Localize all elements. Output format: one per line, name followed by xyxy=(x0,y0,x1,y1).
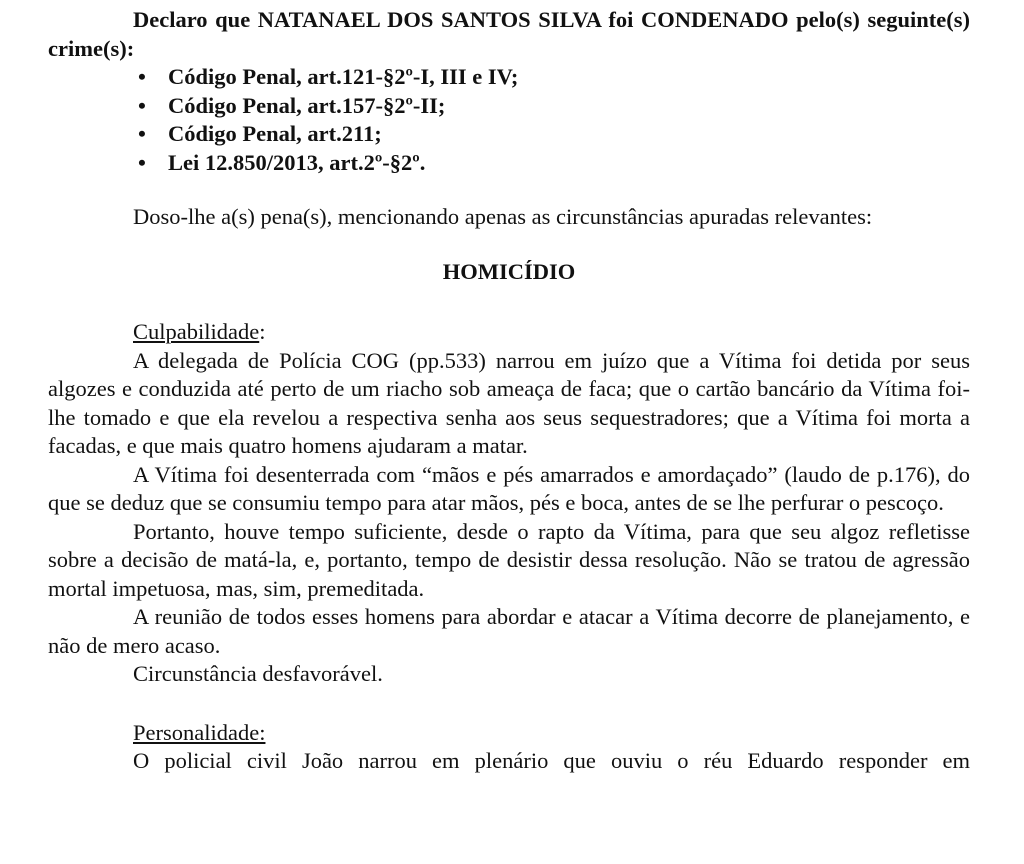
culpabilidade-paragraph: A delegada de Polícia COG (pp.533) narrou em juízo que a Vítima foi detida por seus algozes e conduzida até perto de um riacho sob ameaça de faca; que o cartão bancário da Vítima foi-lhe tomado e que ela revelou a respectiva senha aos seus sequestradores; que a Vítima foi morta a facadas, e que mais quatro homens ajudaram a matar. xyxy=(48,347,970,458)
crime-item xyxy=(48,120,970,149)
crime-item xyxy=(48,149,970,178)
bullet-icon: • xyxy=(138,121,146,146)
culpabilidade-conclusion: Circunstância desfavorável. xyxy=(133,661,383,686)
personalidade-heading-text: Personalidade: xyxy=(133,719,266,745)
personalidade-paragraph: O policial civil João narrou em plenário que ouviu o réu Eduardo responder em xyxy=(133,748,970,773)
crime-text: Código Penal, art.157-§2º-II; xyxy=(168,92,446,118)
culpabilidade-paragraph: A reunião de todos esses homens para abordar e atacar a Vítima decorre de planejamento, e não de mero acaso. xyxy=(48,604,970,658)
section-title: HOMICÍDIO xyxy=(442,258,576,284)
defendant-name: NATANAEL DOS SANTOS SILVA xyxy=(257,7,601,32)
declaration-paragraph xyxy=(48,6,970,63)
culpabilidade-paragraph: Portanto, houve tempo suficiente, desde o rapto da Vítima, para que seu algoz refletisse sobre a decisão de matá-la, e, portanto, tempo de desistir dessa resolução. Não se tratou de agressão mortal impetuosa, mas, sim, premeditada. xyxy=(48,518,970,601)
culpabilidade-heading xyxy=(48,318,970,347)
culpabilidade-heading-colon: : xyxy=(259,319,266,344)
crime-text: Código Penal, art.211; xyxy=(168,121,382,146)
declaration-middle: foi xyxy=(600,7,642,32)
verdict: CONDENADO xyxy=(641,7,789,32)
intro-paragraph: Doso-lhe a(s) pena(s), mencionando apenas as circunstâncias apuradas relevantes: xyxy=(133,204,873,229)
culpabilidade-paragraph: A Vítima foi desenterrada com “mãos e pés amarrados e amordaçado” (laudo de p.176), do que se deduz que se consumiu tempo para atar mãos, pés e boca, antes de se lhe perfurar o pescoço. xyxy=(48,461,970,515)
crime-item xyxy=(48,92,970,121)
bullet-icon: • xyxy=(138,64,146,89)
crime-text: Código Penal, art.121-§2º-I, III e IV; xyxy=(168,64,519,89)
document-page xyxy=(48,6,970,776)
crimes-list xyxy=(48,63,970,177)
crime-text: Lei 12.850/2013, art.2º-§2º. xyxy=(168,149,426,175)
bullet-icon: • xyxy=(138,92,146,118)
declaration-suffix: pelo(s) seguinte(s) crime(s): xyxy=(48,7,970,61)
declaration-prefix: Declaro que xyxy=(133,7,258,32)
culpabilidade-heading-text: Culpabilidade xyxy=(133,319,260,344)
bullet-icon: • xyxy=(138,149,146,175)
personalidade-heading xyxy=(48,719,970,748)
crime-item xyxy=(48,63,970,92)
